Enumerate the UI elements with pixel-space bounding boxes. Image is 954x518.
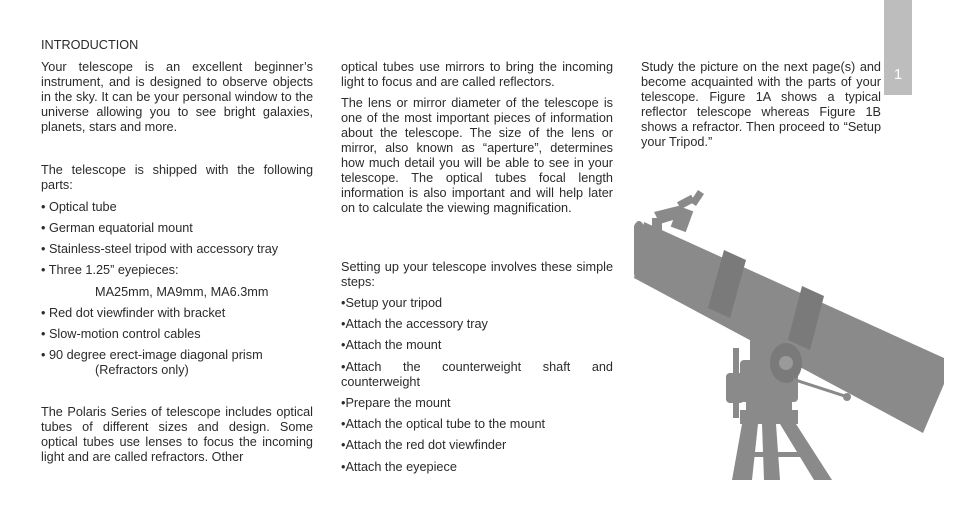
setup-step: •Attach the eyepiece: [341, 460, 457, 474]
page-number: 1: [893, 66, 903, 83]
setup-step: •Prepare the mount: [341, 396, 451, 410]
setup-step: •Attach the counterweight shaft and counterweight: [341, 360, 613, 389]
setup-step: •Attach the accessory tray: [341, 317, 488, 331]
shipped-paragraph: The telescope is shipped with the following parts:: [41, 163, 313, 192]
setup-step: •Attach the red dot viewfinder: [341, 438, 507, 452]
parts-list-subitem: MA25mm, MA9mm, MA6.3mm: [95, 285, 269, 299]
setup-step: •Attach the optical tube to the mount: [341, 417, 546, 431]
parts-list-item: • Red dot viewfinder with bracket: [41, 306, 226, 320]
section-heading: INTRODUCTION: [41, 38, 139, 52]
parts-list-item: • 90 degree erect-image diagonal prism: [41, 348, 263, 362]
parts-list-item: • Optical tube: [41, 200, 117, 214]
intro-paragraph: Your telescope is an excellent beginner’s instrument, and is designed to observe objects in the sky. It can be your personal window to the universe allowing you to see bright galaxies, planets, stars and more.: [41, 60, 313, 134]
setup-intro-paragraph: Setting up your telescope involves these simple steps:: [341, 260, 613, 289]
parts-list-subitem: (Refractors only): [95, 363, 189, 377]
parts-list-item: • Slow-motion control cables: [41, 327, 201, 341]
parts-list-item: • Stainless-steel tripod with accessory tray: [41, 242, 279, 256]
page-number-tab: [884, 0, 912, 95]
aperture-paragraph: The lens or mirror diameter of the telescope is one of the most important pieces of information about the telescope. The size of the lens or mirror, also known as “aperture”, determines how much detail you will be able to see in your telescope. The optical tubes focal length information is also important and will help later on to calculate the viewing magnification.: [341, 96, 613, 215]
parts-list-item: • German equatorial mount: [41, 221, 193, 235]
polaris-paragraph: The Polaris Series of telescope includes optical tubes of different sizes and design. Some optical tubes use lenses to focus the incoming light and are called refractors. Other: [41, 405, 313, 464]
setup-step: •Attach the mount: [341, 338, 442, 352]
continued-paragraph: optical tubes use mirrors to bring the incoming light to focus and are called reflectors.: [341, 60, 613, 89]
parts-list-item: • Three 1.25” eyepieces:: [41, 263, 179, 277]
setup-step: •Setup your tripod: [341, 296, 443, 310]
study-paragraph: Study the picture on the next page(s) and become acquainted with the parts of your telescope. Figure 1A shows a typical reflector telescope whereas Figure 1B shows a refractor. Then proceed to “Setup your Tripod.”: [641, 60, 881, 149]
telescope-illustration-icon: [634, 188, 944, 480]
